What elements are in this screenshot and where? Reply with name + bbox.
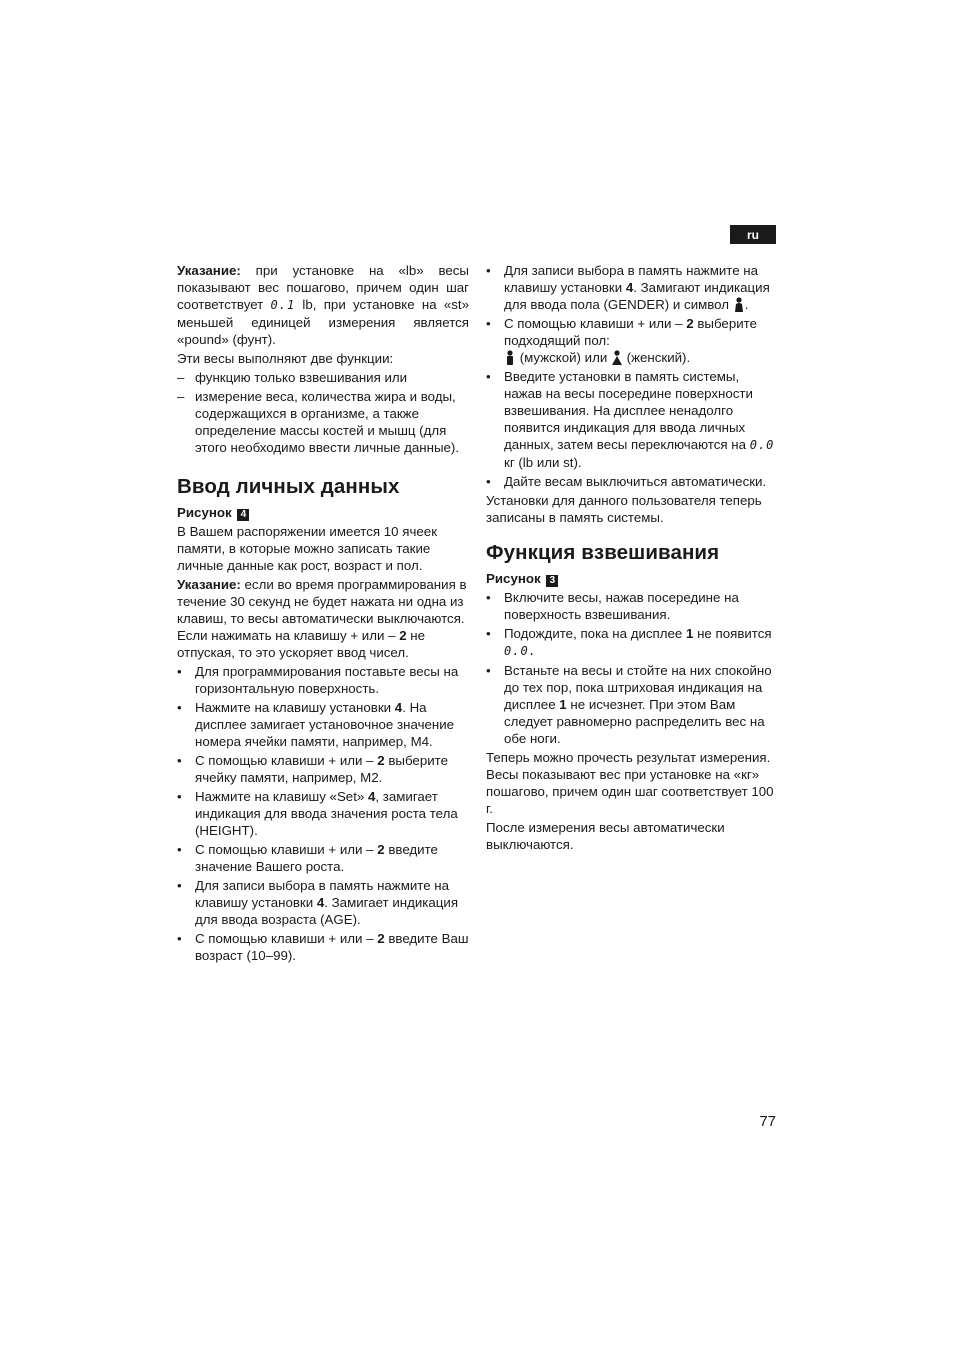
- figure-reference: [177, 504, 469, 521]
- list-item: • С помощью клавиши + или – 2 введите значение Вашего роста.: [177, 841, 469, 875]
- weighing-steps-list: [486, 589, 778, 747]
- note-text: если во время программирования в течение 30 секунд не будет нажата ни одна из клавиш, то весы автоматически выключаются. Если нажимать на клавишу + или –: [177, 577, 467, 643]
- functions-intro: Эти весы выполняют две функции:: [177, 351, 394, 366]
- key-number: 2: [399, 628, 407, 643]
- figure-label: Рисунок: [177, 505, 232, 520]
- male-icon: [504, 350, 516, 365]
- list-item: • С помощью клавиши + или – 2 введите Ваш возраст (10–99).: [177, 930, 469, 964]
- key-number: 2: [377, 931, 385, 946]
- note-paragraph: [177, 576, 469, 661]
- note-text: не отпуская, то это ускоряет ввод чисел.: [177, 628, 426, 660]
- key-number: 1: [685, 626, 694, 641]
- right-column: [486, 262, 778, 855]
- list-item: • С помощью клавиши + или – 2 выберите подходящий пол: (мужской) или (женский).: [486, 315, 778, 366]
- note-text: при установке на «lb» весы показывают вес пошагово, причем один шаг соответствует: [177, 263, 469, 312]
- person-icon: [733, 297, 745, 312]
- display-value: 0.1: [270, 298, 296, 312]
- list-item: • Для записи выбора в память нажмите на клавишу установки 4. Замигает индикация для ввода возраста (AGE).: [177, 877, 469, 928]
- list-item: • Нажмите на клавишу «Set» 4, замигает индикация для ввода значения роста тела (HEIGHT).: [177, 788, 469, 839]
- note-text: lb, при установке на «st» меньшей единицей измерения является «pound» (фунт).: [177, 297, 469, 347]
- note-label: Указание:: [177, 577, 241, 592]
- list-item: – измерение веса, количества жира и воды, содержащихся в организме, а также определение массы костей и мышц (для этого необходимо ввести личные данные).: [177, 388, 469, 456]
- key-number: 2: [377, 842, 385, 857]
- key-number: 1: [559, 697, 567, 712]
- list-item: • Подождите, пока на дисплее 1 не появится 0.0.: [486, 625, 778, 660]
- list-item: • Нажмите на клавишу установки 4. На дисплее замигает установочное значение номера ячейки памяти, например, M4.: [177, 699, 469, 750]
- list-item: • Включите весы, нажав посередине на поверхность взвешивания.: [486, 589, 778, 623]
- section-heading: Ввод личных данных: [177, 475, 400, 498]
- key-number: 2: [686, 316, 694, 331]
- result-paragraph: Теперь можно прочесть результат измерения. Весы показывают вес при установке на «кг» пошагово, причем один шаг соответствует 100 г.: [486, 750, 774, 816]
- display-value: 0.0.: [504, 644, 537, 658]
- auto-off-paragraph: После измерения весы автоматически выключаются.: [486, 820, 725, 852]
- key-number: 4: [316, 895, 325, 910]
- steps-list: [177, 663, 469, 964]
- figure-label: Рисунок: [486, 571, 541, 586]
- list-item: • Встаньте на весы и стойте на них спокойно до тех пор, пока штриховая индикация на дисплее 1 не исчезнет. При этом Вам следует равномерно распределить вес на обе ноги.: [486, 662, 778, 747]
- section-heading: Функция взвешивания: [486, 541, 720, 564]
- language-badge: ru: [730, 225, 776, 244]
- functions-list: [177, 369, 469, 456]
- list-item: • Введите установки в память системы, нажав на весы посередине поверхности взвешивания. На дисплее ненадолго появится индикация для ввода личных данных, затем весы переключаются на 0.0 кг (lb или st).: [486, 368, 778, 471]
- figure-number-badge: 3: [546, 575, 558, 587]
- steps-list: [486, 262, 778, 490]
- display-value: 0.0: [749, 438, 775, 452]
- female-icon: [611, 350, 623, 365]
- list-item: – функцию только взвешивания или: [177, 369, 469, 386]
- key-number: 4: [394, 700, 403, 715]
- key-number: 2: [377, 753, 385, 768]
- list-item: • Дайте весам выключиться автоматически.: [486, 473, 778, 490]
- note-label: Указание:: [177, 263, 241, 278]
- figure-reference: [486, 570, 778, 587]
- list-item: • Для программирования поставьте весы на горизонтальную поверхность.: [177, 663, 469, 697]
- key-number: 4: [625, 280, 634, 295]
- figure-number-badge: 4: [237, 509, 249, 521]
- page-number: 77: [759, 1113, 776, 1130]
- note-paragraph: [177, 262, 469, 348]
- saved-paragraph: Установки для данного пользователя теперь записаны в память системы.: [486, 493, 762, 525]
- left-column: [177, 262, 469, 966]
- key-number: 4: [368, 789, 376, 804]
- intro-paragraph: В Вашем распоряжении имеется 10 ячеек памяти, в которые можно записать такие личные данные как рост, возраст и пол.: [177, 524, 438, 573]
- list-item: • С помощью клавиши + или – 2 выберите ячейку памяти, например, M2.: [177, 752, 469, 786]
- list-item: • Для записи выбора в память нажмите на клавишу установки 4. Замигают индикация для ввода пола (GENDER) и символ .: [486, 262, 778, 313]
